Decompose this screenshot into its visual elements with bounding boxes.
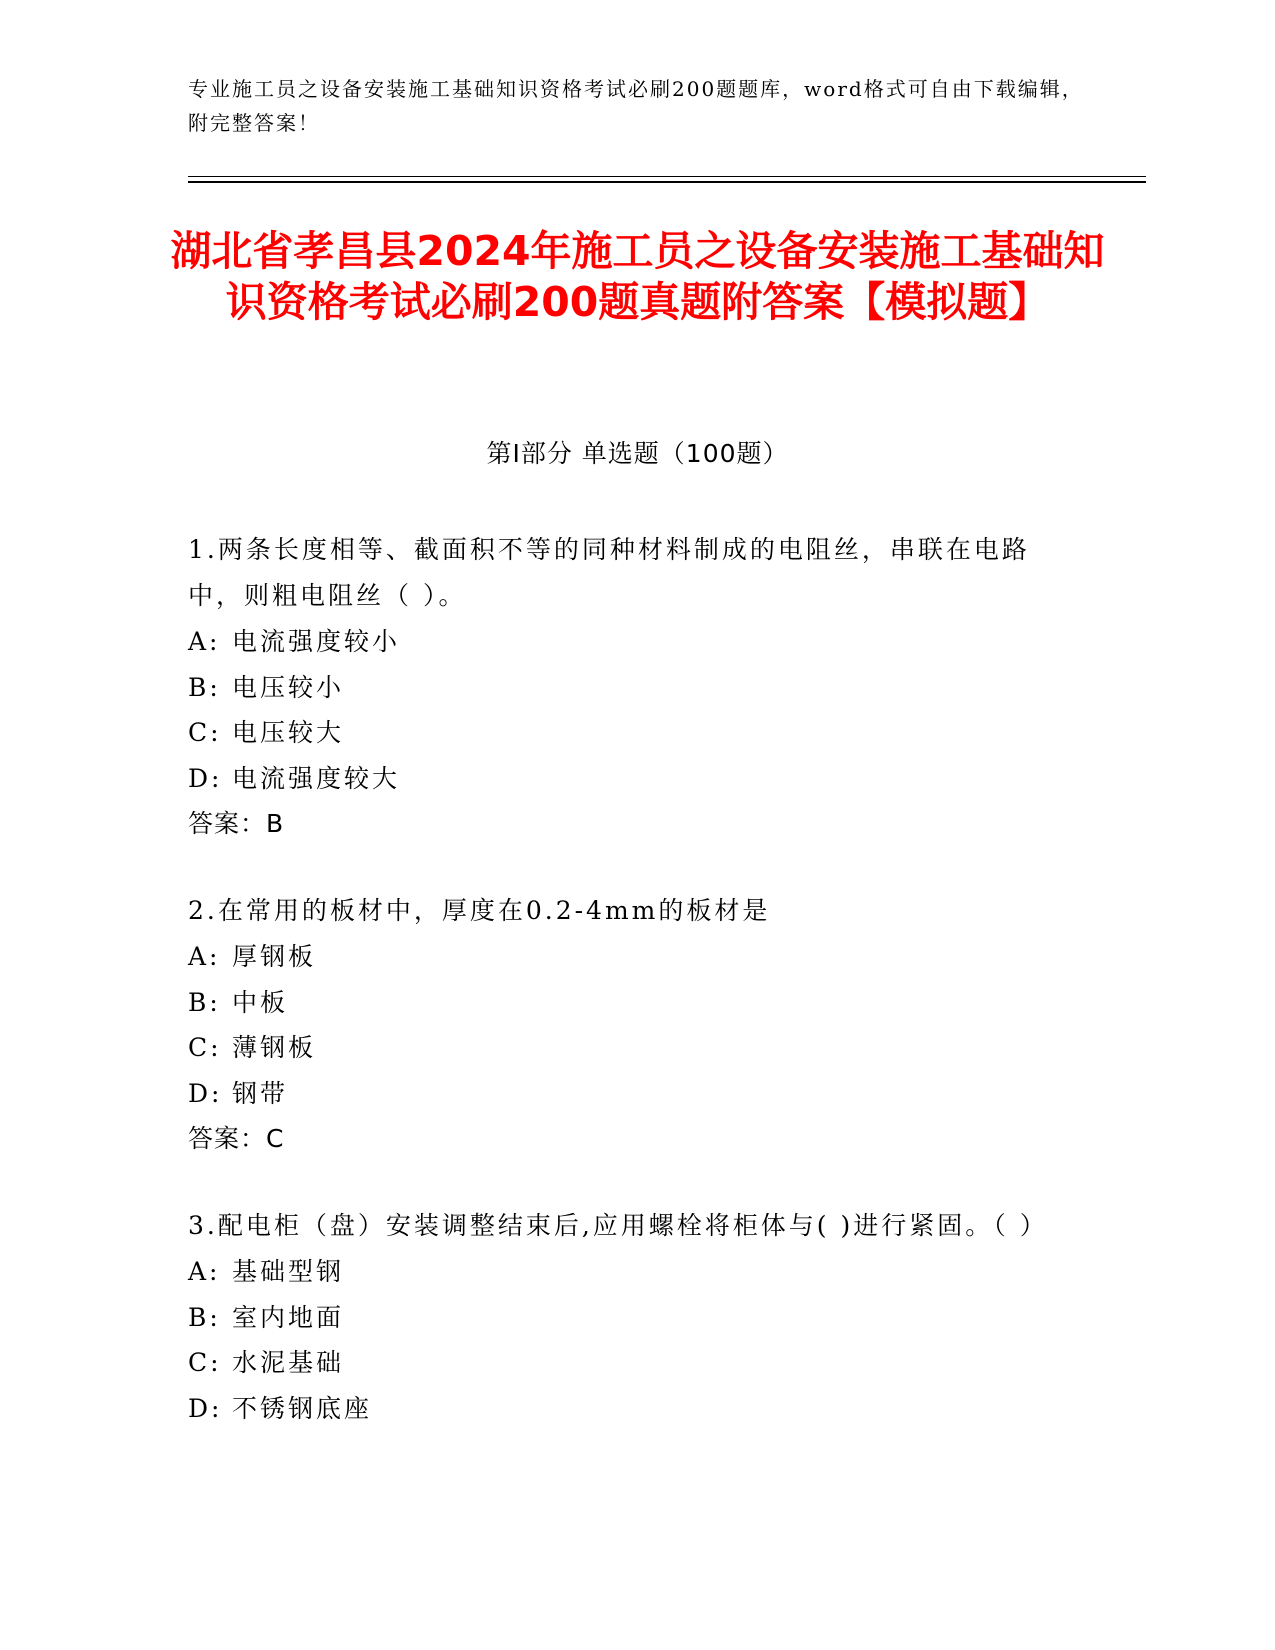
header-divider-thick xyxy=(188,181,1146,183)
option-letter: C: xyxy=(188,718,222,747)
option-text: 基础型钢 xyxy=(232,1257,345,1286)
option-a xyxy=(188,934,1068,980)
option-c xyxy=(188,710,1068,756)
section-title: 第I部分 单选题（100题） xyxy=(486,439,789,468)
question-1 xyxy=(188,527,1068,846)
option-text: 薄钢板 xyxy=(232,1033,317,1062)
option-b xyxy=(188,665,1068,711)
option-text: 厚钢板 xyxy=(232,942,317,971)
option-letter: A: xyxy=(188,942,221,971)
option-letter: B: xyxy=(188,1302,221,1332)
option-c xyxy=(188,1340,1068,1386)
option-letter: B: xyxy=(188,672,221,702)
option-text: 电压较大 xyxy=(232,718,345,747)
header-note: 专业施工员之设备安装施工基础知识资格考试必刷200题题库，word格式可自由下载编辑，附完整答案！ xyxy=(188,77,1084,135)
question-stem: 1.两条长度相等、截面积不等的同种材料制成的电阻丝，串联在电路中，则粗电阻丝（ ）。 xyxy=(188,535,1030,610)
option-letter: D: xyxy=(188,1078,223,1108)
question-list xyxy=(188,527,1068,1473)
option-a xyxy=(188,1249,1068,1295)
option-text: 电流强度较大 xyxy=(232,763,401,793)
option-d xyxy=(188,1071,1068,1117)
option-letter: A: xyxy=(188,627,221,656)
option-text: 水泥基础 xyxy=(232,1348,345,1377)
option-a xyxy=(188,619,1068,665)
option-text: 电压较小 xyxy=(232,672,345,702)
answer-label: 答案：C xyxy=(188,1124,285,1153)
answer-label: 答案：B xyxy=(188,809,285,838)
option-b xyxy=(188,1295,1068,1341)
option-text: 电流强度较小 xyxy=(232,627,401,656)
header-divider-thin xyxy=(188,176,1146,177)
option-letter: B: xyxy=(188,987,221,1017)
option-letter: A: xyxy=(188,1257,221,1286)
option-b xyxy=(188,980,1068,1026)
option-letter: C: xyxy=(188,1033,222,1062)
option-d xyxy=(188,756,1068,802)
option-c xyxy=(188,1025,1068,1071)
option-d xyxy=(188,1386,1068,1432)
option-text: 不锈钢底座 xyxy=(232,1393,373,1423)
document-title: 湖北省孝昌县2024年施工员之设备安装施工基础知识资格考试必刷200题真题附答案【模拟题】 xyxy=(170,227,1105,326)
option-letter: D: xyxy=(188,1393,223,1423)
option-text: 钢带 xyxy=(232,1078,289,1108)
option-text: 中板 xyxy=(232,987,289,1017)
question-stem: 3.配电柜（盘）安装调整结束后,应用螺栓将柜体与( )进行紧固。（ ） xyxy=(188,1211,1048,1240)
option-letter: D: xyxy=(188,763,223,793)
option-text: 室内地面 xyxy=(232,1302,345,1332)
question-2 xyxy=(188,888,1068,1161)
question-3 xyxy=(188,1203,1068,1431)
option-letter: C: xyxy=(188,1348,222,1377)
question-stem: 2.在常用的板材中，厚度在0.2-4mm的板材是 xyxy=(188,896,771,925)
